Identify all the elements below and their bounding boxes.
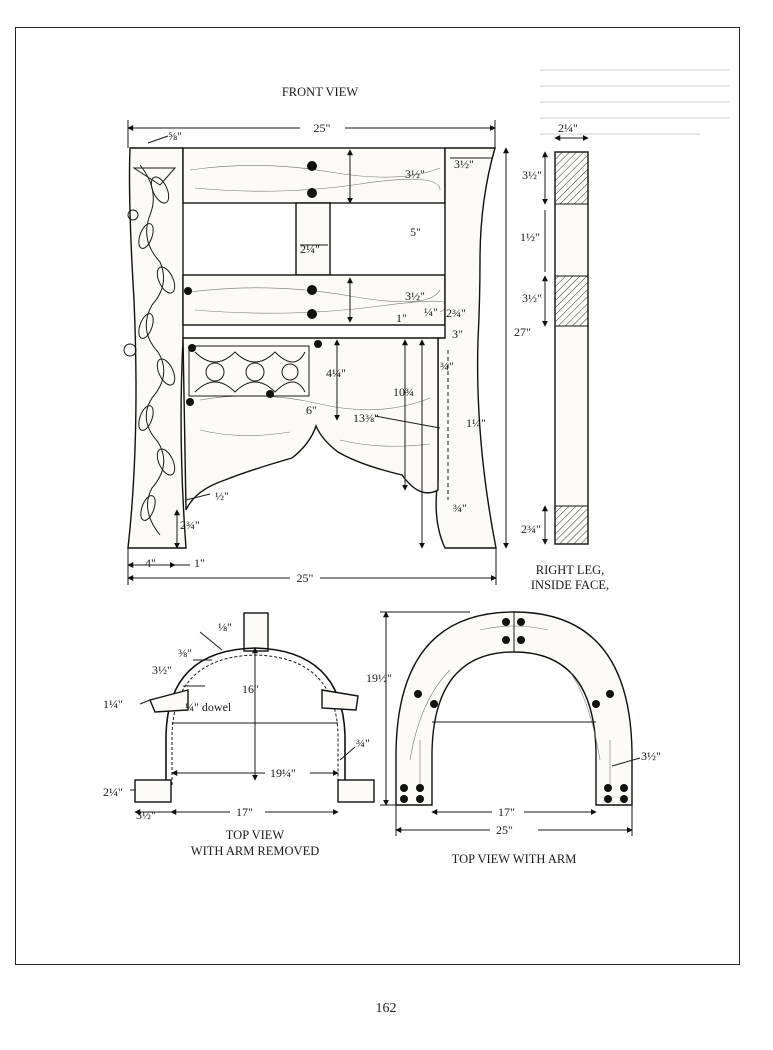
- top-view-with-arm: [366, 612, 661, 866]
- right-leg-caption-2: INSIDE FACE,: [530, 578, 610, 592]
- leg-width: 2¼": [558, 121, 578, 135]
- dim-rail-upper: 3½": [405, 167, 425, 181]
- dim-three-quarter: ¾": [440, 359, 454, 373]
- dim-two-three-quarter: 2¾": [446, 306, 466, 320]
- center-post: [296, 203, 330, 275]
- page-number: 162: [375, 1001, 397, 1016]
- top-view-with-arm-caption: TOP VIEW WITH ARM: [451, 852, 577, 866]
- tv-one-quarter: 1¼": [103, 697, 123, 711]
- top-view-arm-removed: [103, 613, 374, 858]
- dim-one-quarter: 1¼": [466, 416, 486, 430]
- dim-quarter: ¼": [424, 305, 438, 319]
- foot-block-right: [338, 780, 374, 802]
- dim-offset: ⅝": [168, 129, 182, 143]
- tv-nineteen-quarter: 19¼": [270, 766, 296, 780]
- foot-block-left: [135, 780, 171, 802]
- dim-foot-left: 4": [145, 556, 156, 570]
- arm-stub-left: [150, 690, 188, 712]
- tv-three-quarter: ¾": [356, 736, 370, 750]
- right-front-leg: [436, 148, 496, 548]
- mortise-foot: [555, 506, 588, 544]
- dim-foot-height: 2¾": [180, 518, 200, 532]
- dim-center-post: 2¼": [300, 242, 320, 256]
- dim-bottom-width: 25": [296, 571, 314, 585]
- dim-rail-lower: 3½": [405, 289, 425, 303]
- right-leg-caption-1: RIGHT LEG,: [535, 563, 605, 577]
- tv-two-quarter: 2¼": [103, 785, 123, 799]
- leg-body: [555, 152, 588, 544]
- tv-seventeen: 17": [236, 805, 253, 819]
- arm-depth: 19½": [366, 671, 392, 685]
- arm-width: 3½": [641, 749, 661, 763]
- leg-slot2: 3½": [522, 291, 542, 305]
- mortise-lower: [555, 276, 588, 326]
- dim-ten-three-quarter: 10¾: [393, 385, 414, 399]
- dim-one-in: 1": [396, 311, 407, 325]
- dim-half: ½": [215, 489, 229, 503]
- tv-sixteen: 16": [242, 682, 259, 696]
- tv-eighth: ⅛": [218, 620, 232, 634]
- dim-four-quarter: 4¼": [326, 366, 346, 380]
- dim-right-top: 3½": [454, 157, 474, 171]
- tv-dowel: ¼" dowel: [185, 700, 232, 714]
- arm-stub-right: [322, 690, 358, 710]
- dim-six-in: 6": [306, 403, 317, 417]
- top-view-removed-caption-2: WITH ARM REMOVED: [190, 844, 320, 858]
- apron-panel: [183, 338, 438, 510]
- dim-thirteen: 13⅜": [353, 411, 379, 425]
- dim-three-quarter-low: ¾": [453, 501, 467, 515]
- back-post: [244, 613, 268, 651]
- front-view: [124, 85, 531, 585]
- left-carved-leg: [128, 148, 186, 548]
- arm-seventeen: 17": [498, 805, 515, 819]
- leg-slot1: 3½": [522, 168, 542, 182]
- front-view-title: FRONT VIEW: [281, 85, 359, 99]
- dim-panel-gap: 5": [410, 225, 421, 239]
- dim-top-width: 25": [313, 121, 331, 135]
- dim-three-in: 3": [452, 327, 463, 341]
- dim-height-total: 27": [514, 325, 531, 339]
- mortise-upper: [555, 152, 588, 204]
- tv-three-half-low: 3½": [136, 808, 156, 822]
- arm-twenty-five: 25": [496, 823, 513, 837]
- tv-three-eighths: ⅜": [178, 646, 192, 660]
- tv-three-half: 3½": [152, 663, 172, 677]
- leg-gap: 1½": [520, 230, 540, 244]
- leg-foot: 2¾": [521, 522, 541, 536]
- dim-foot-one: 1": [194, 556, 205, 570]
- top-view-removed-caption-1: TOP VIEW: [225, 828, 285, 842]
- right-leg-inside-face: [520, 121, 609, 592]
